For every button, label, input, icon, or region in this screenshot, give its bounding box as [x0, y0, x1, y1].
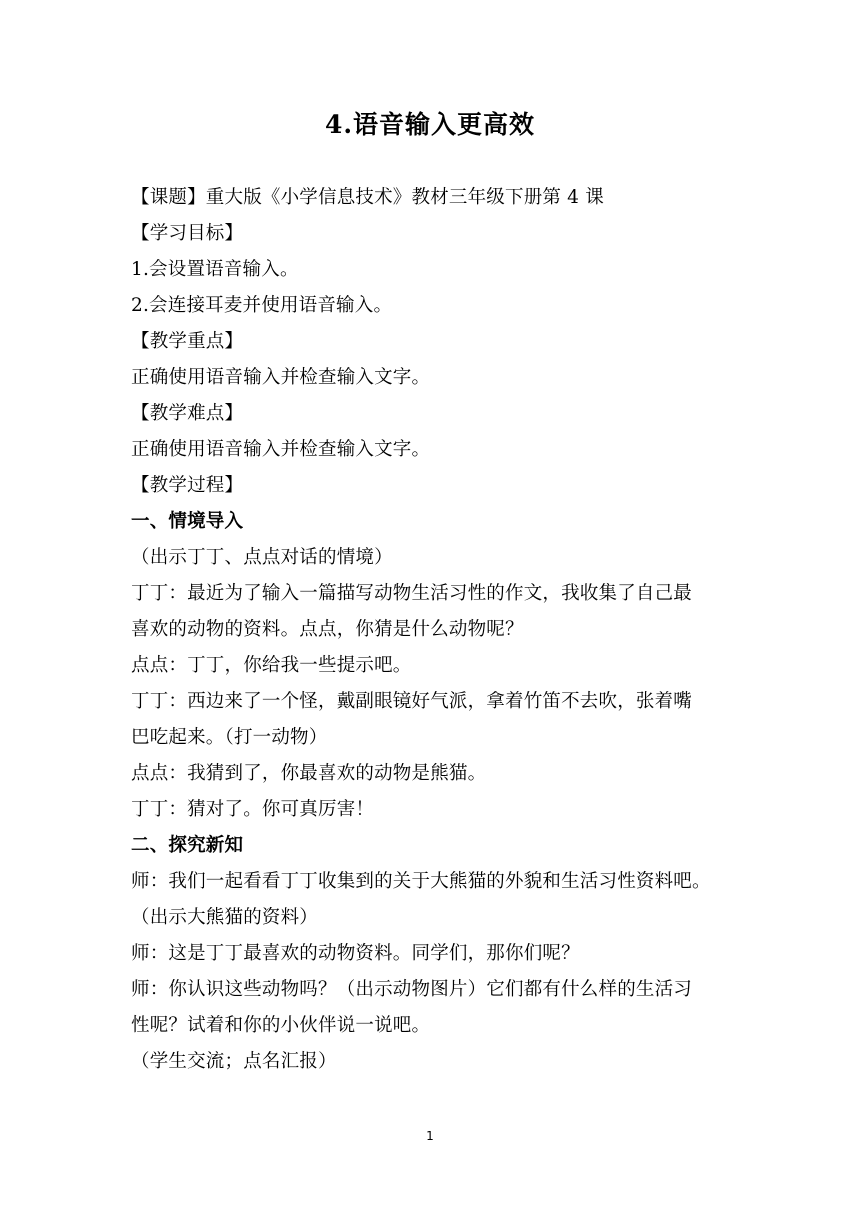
section-heading-explore: 二、探究新知 — [131, 835, 244, 856]
paragraph-line: 点点：丁丁，你给我一些提示吧。 — [131, 655, 412, 676]
learning-goals-heading: 【学习目标】 — [131, 223, 244, 244]
document-title: 4.语音输入更高效 — [324, 110, 536, 139]
paragraph-line: （学生交流；点名汇报） — [131, 1051, 337, 1072]
paragraph-line: 喜欢的动物的资料。点点，你猜是什么动物呢？ — [131, 619, 524, 640]
paragraph-line: 点点：我猜到了，你最喜欢的动物是熊猫。 — [131, 763, 487, 784]
paragraph-line: 师：你认识这些动物吗？（出示动物图片）它们都有什么样的生活习 — [131, 979, 693, 1000]
paragraph-line: （出示大熊猫的资料） — [131, 907, 319, 928]
teaching-process-heading: 【教学过程】 — [131, 475, 244, 496]
section-heading-intro: 一、情境导入 — [131, 511, 244, 532]
teaching-focus-heading: 【教学重点】 — [131, 331, 244, 352]
paragraph-line: 丁丁：西边来了一个怪，戴副眼镜好气派，拿着竹笛不去吹，张着嘴 — [131, 691, 693, 712]
paragraph-line: 巴吃起来。（打一动物） — [131, 727, 328, 748]
learning-goal-item: 2.会连接耳麦并使用语音输入。 — [131, 295, 393, 316]
paragraph-line: 师：这是丁丁最喜欢的动物资料。同学们，那你们呢？ — [131, 943, 580, 964]
paragraph-line: 性呢？试着和你的小伙伴说一说吧。 — [131, 1015, 431, 1036]
paragraph-line: 师：我们一起看看丁丁收集到的关于大熊猫的外貌和生活习性资料吧。 — [131, 871, 711, 892]
document-body — [131, 180, 741, 1080]
teaching-focus-text: 正确使用语音输入并检查输入文字。 — [131, 367, 431, 388]
paragraph-line: （出示丁丁、点点对话的情境） — [131, 547, 393, 568]
teaching-difficulty-text: 正确使用语音输入并检查输入文字。 — [131, 439, 431, 460]
lesson-topic-line: 【课题】重大版《小学信息技术》教材三年级下册第 4 课 — [131, 187, 604, 208]
page-number: 1 — [426, 1129, 434, 1143]
learning-goal-item: 1.会设置语音输入。 — [131, 259, 299, 280]
paragraph-line: 丁丁：猜对了。你可真厉害！ — [131, 799, 375, 820]
paragraph-line: 丁丁：最近为了输入一篇描写动物生活习性的作文，我收集了自己最 — [131, 583, 693, 604]
teaching-difficulty-heading: 【教学难点】 — [131, 403, 244, 424]
